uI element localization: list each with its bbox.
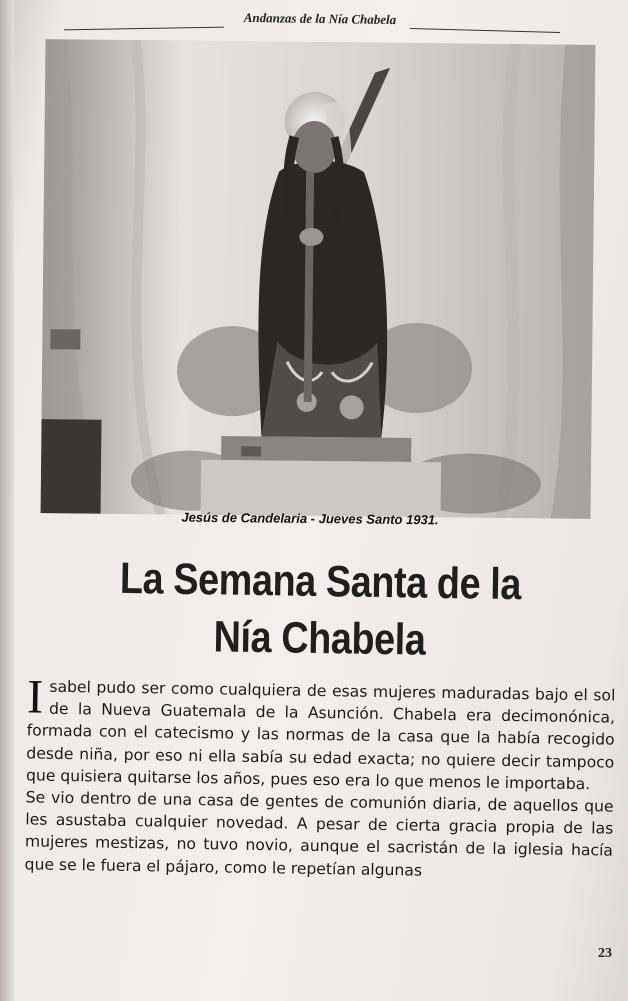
header-rule-left	[64, 27, 224, 31]
statue-illustration	[41, 39, 596, 519]
religious-statue-photo	[41, 39, 596, 519]
book-spine-shadow	[0, 0, 14, 1001]
article-body	[24, 670, 616, 884]
header-rule-right	[410, 28, 560, 33]
drop-cap: I	[26, 670, 44, 724]
page-number: 23	[598, 946, 612, 961]
paragraph-1-text: sabel pudo ser como cualquiera de esas mujeres maduradas bajo el sol de la Nueva Guatemala de la Asunción. Chabela era decimonónica, formada con el catecismo y las normas de la casa que la había recogido desde niña, por eso ni ella sabía su edad exacta; no quiere decir tampoco que quisiera quitarse los años, pues eso era lo que menos le importaba.	[25, 677, 616, 794]
running-header	[60, 6, 570, 36]
chapter-title	[78, 549, 561, 671]
paragraph-1	[25, 670, 616, 795]
photo-caption: Jesús de Candelaria - Jueves Santo 1931.	[181, 509, 439, 528]
chapter-title-line-1: La Semana Santa de la	[119, 553, 522, 610]
chapter-title-line-2: Nía Chabela	[213, 612, 426, 665]
paragraph-2: Se vio dentro de una casa de gentes de comunión diaria, de aquellos que les asustaba cualquier novedad. A pesar de cierta gracia propia de las mujeres mestizas, no tuvo novio, aunque el sacristán de la iglesia hacía que se le fuera el pájaro, como le repetían algunas	[24, 788, 614, 880]
running-title: Andanzas de la Nía Chabela	[243, 9, 397, 28]
